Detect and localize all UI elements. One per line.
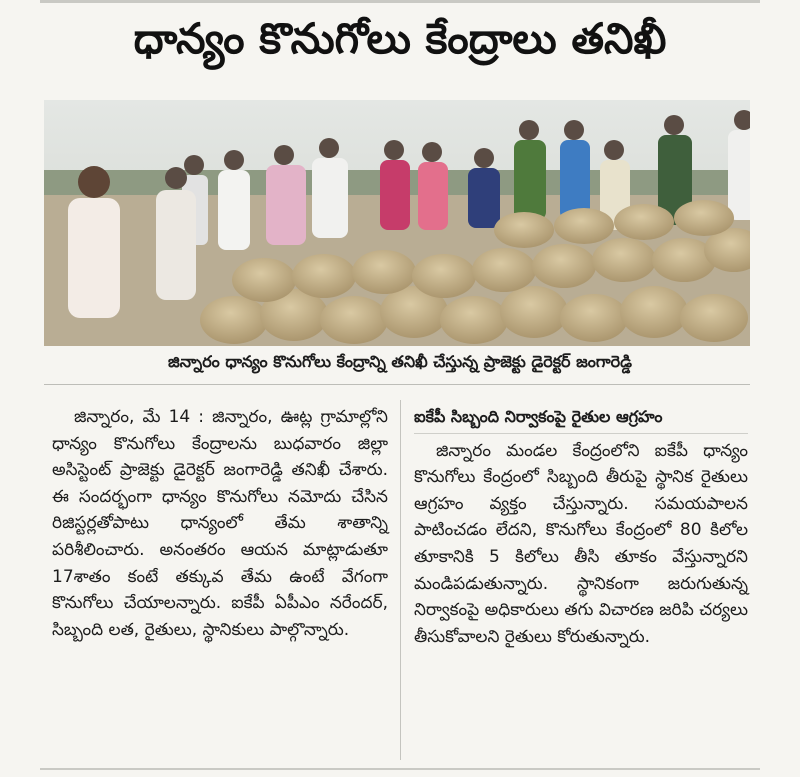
news-photo-illustration [44, 100, 750, 346]
side-story-heading: ఐకేపీ సిబ్బంది నిర్వాకంపై రైతుల ఆగ్రహం [414, 404, 748, 434]
photo-caption: జిన్నారం ధాన్యం కొనుగోలు కేంద్రాన్ని తనిఖీ చేస్తున్న ప్రాజెక్టు డైరెక్టర్ జంగారెడ్డి [168, 352, 632, 371]
side-story-column [414, 404, 748, 650]
main-story-text: జిన్నారం, మే 14 : జిన్నారం, ఊట్ల గ్రామాల్లోని ధాన్యం కొనుగోలు కేంద్రాలను బుధవారం జిల్లా అసిస్టెంట్ ప్రాజెక్టు డైరెక్టర్ జంగారెడ్డి తనిఖీ చేశారు. ఈ సందర్భంగా ధాన్యం కొనుగోలు నమోదు చేసిన రిజిస్టర్లతోపాటు ధాన్యంలో తేమ శాతాన్ని పరిశీలించారు. అనంతరం ఆయన మాట్లాడుతూ 17శాతం కంటే తక్కువ తేమ ఉంటే వేగంగా కొనుగోలు చేయాలన్నారు. ఐకేపీ ఏపీఎం నరేందర్, సిబ్బంది లత, రైతులు, స్థానికులు పాల్గొన్నారు. [52, 407, 388, 640]
news-photo [44, 100, 750, 346]
column-divider [400, 400, 401, 760]
headline: ధాన్యం కొనుగోలు కేంద్రాలు తనిఖీ [133, 14, 667, 63]
top-rule [40, 0, 760, 3]
bottom-rule [40, 768, 760, 770]
caption-rule [44, 384, 750, 385]
main-story-column [52, 404, 388, 643]
side-story-text: జిన్నారం మండల కేంద్రంలోని ఐకేపీ ధాన్యం కొనుగోలు కేంద్రంలో సిబ్బంది తీరుపై స్థానిక రైతులు ఆగ్రహం వ్యక్తం చేస్తున్నారు. సమయపాలన పాటించడం లేదని, కొనుగోలు కేంద్రంలో 80 కిలోల తూకానికి 5 కిలోలు తీసి తూకం వేస్తున్నారని మండిపడుతున్నారు. స్థానికంగా జరుగుతున్న నిర్వాకంపై అధికారులు తగు విచారణ జరిపి చర్యలు తీసుకోవాలని రైతులు కోరుతున్నారు. [414, 440, 748, 647]
